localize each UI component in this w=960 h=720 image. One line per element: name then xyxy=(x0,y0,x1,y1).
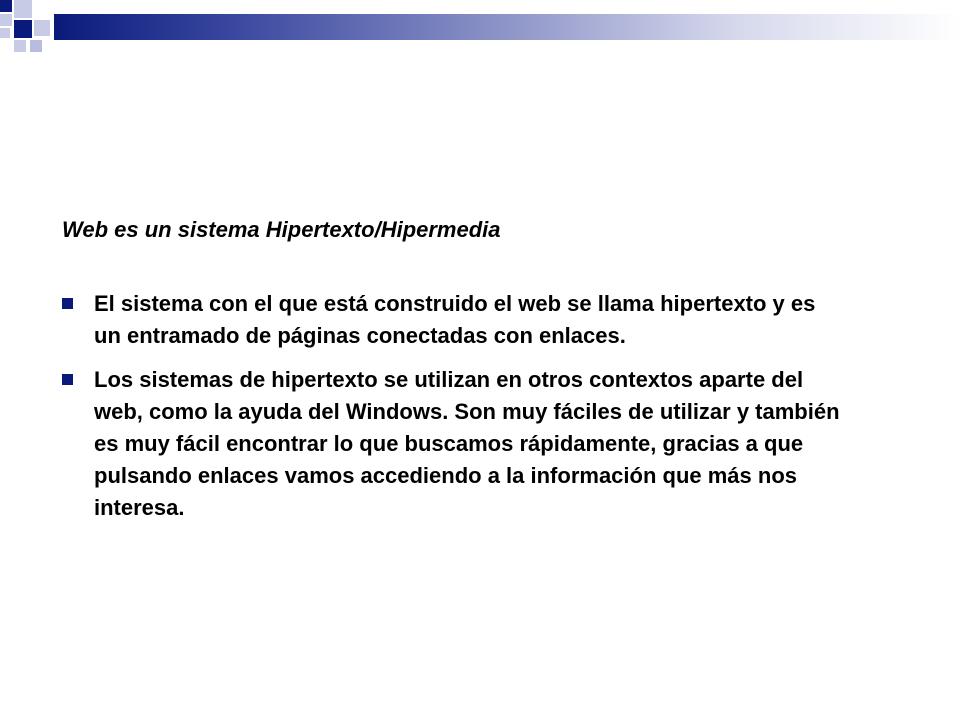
bullet-text: Los sistemas de hipertexto se utilizan en otros contextos aparte del web, como la ayuda del Windows. Son muy fáciles de utilizar y también es muy fácil encontrar lo que buscamos rápidamente, gracias a que pulsando enlaces vamos accediendo a la información que más nos interesa. xyxy=(94,367,840,520)
decor-square xyxy=(0,14,12,26)
decor-square xyxy=(0,0,12,12)
header-gradient-bar xyxy=(54,14,960,40)
list-item xyxy=(62,288,842,352)
slide-content xyxy=(62,214,842,536)
decor-square xyxy=(14,40,26,52)
decor-square xyxy=(34,20,50,36)
decor-square xyxy=(14,0,32,18)
decor-square xyxy=(0,28,10,38)
header-decoration xyxy=(0,0,960,60)
bullet-list xyxy=(62,288,842,524)
section-heading: Web es un sistema Hipertexto/Hipermedia xyxy=(62,217,501,242)
decor-square xyxy=(14,20,32,38)
square-bullet-icon xyxy=(62,374,73,385)
bullet-text: El sistema con el que está construido el web se llama hipertexto y es un entramado de páginas conectadas con enlaces. xyxy=(94,291,816,348)
decor-square xyxy=(30,40,42,52)
square-bullet-icon xyxy=(62,298,73,309)
list-item xyxy=(62,364,842,524)
